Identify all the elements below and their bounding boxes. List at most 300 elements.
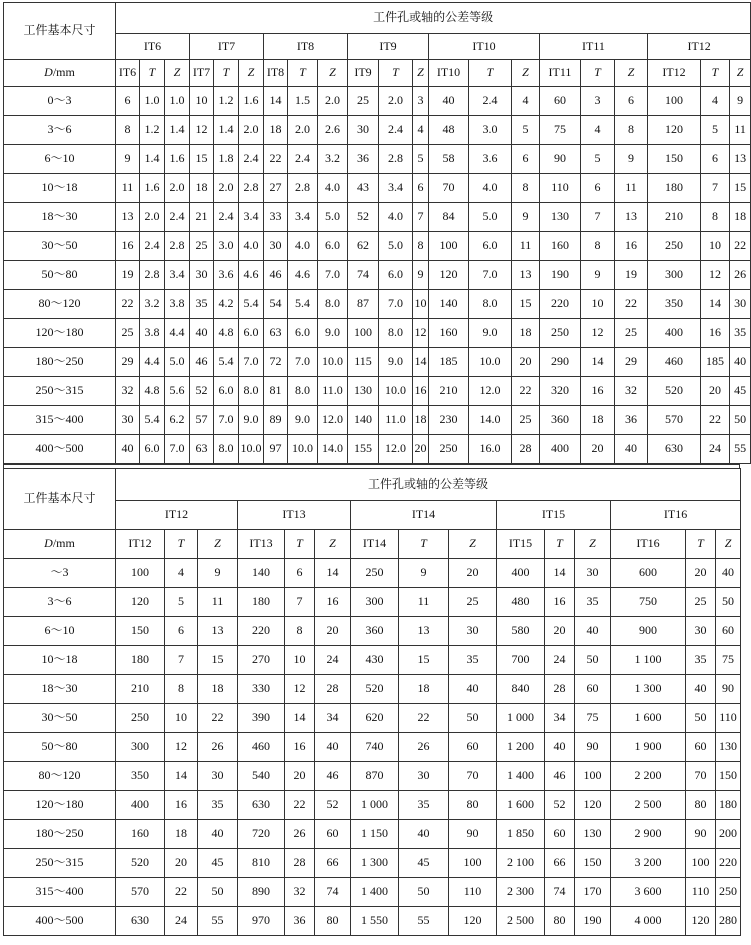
value-cell: 60: [545, 820, 575, 849]
value-cell: 3.4: [239, 203, 264, 232]
value-cell: 190: [575, 907, 611, 936]
value-cell: 18: [165, 820, 198, 849]
value-cell: 10: [581, 290, 615, 319]
value-cell: 3.2: [140, 290, 165, 319]
table-row: [4, 675, 741, 704]
value-cell: 3.8: [140, 319, 165, 348]
value-cell: 57: [190, 406, 214, 435]
value-cell: 25: [449, 588, 497, 617]
value-cell: 90: [540, 145, 581, 174]
z-symbol: Z: [329, 65, 336, 80]
table-row: [4, 849, 741, 878]
grade-subheader: IT16: [611, 530, 686, 559]
value-cell: 10.0: [288, 435, 318, 464]
value-cell: 22: [165, 878, 198, 907]
value-cell: 9.0: [239, 406, 264, 435]
value-cell: 52: [348, 203, 379, 232]
value-cell: 230: [429, 406, 469, 435]
z-subheader: [318, 60, 348, 87]
value-cell: 70: [449, 762, 497, 791]
value-cell: 120: [429, 261, 469, 290]
value-cell: 180: [238, 588, 285, 617]
value-cell: 14: [701, 290, 730, 319]
value-cell: 12: [413, 319, 429, 348]
z-symbol: Z: [724, 536, 732, 551]
value-cell: 8.0: [318, 290, 348, 319]
size-header: [4, 60, 116, 87]
value-cell: 13: [399, 617, 449, 646]
value-cell: 2.0: [318, 87, 348, 116]
value-cell: 250: [116, 704, 165, 733]
value-cell: 84: [429, 203, 469, 232]
value-cell: 75: [716, 646, 741, 675]
value-cell: 2.4: [288, 145, 318, 174]
t-symbol: T: [697, 536, 704, 551]
value-cell: 19: [615, 261, 648, 290]
value-cell: 12: [190, 116, 214, 145]
value-cell: 2.0: [288, 116, 318, 145]
table-row: [4, 174, 751, 203]
value-cell: 6.0: [239, 319, 264, 348]
value-cell: 30: [190, 261, 214, 290]
size-range-cell: 315～400: [4, 406, 116, 435]
value-cell: 5.4: [140, 406, 165, 435]
value-cell: 8.0: [214, 435, 239, 464]
value-cell: 7: [701, 174, 730, 203]
value-cell: 11: [730, 116, 751, 145]
value-cell: 4.0: [288, 232, 318, 261]
z-subheader: [730, 60, 751, 87]
value-cell: 10: [165, 704, 198, 733]
value-cell: 80: [686, 791, 716, 820]
value-cell: 2.8: [239, 174, 264, 203]
value-cell: 16: [116, 232, 140, 261]
value-cell: 10.0: [318, 348, 348, 377]
value-cell: 14.0: [318, 435, 348, 464]
value-cell: 2.4: [214, 203, 239, 232]
value-cell: 110: [449, 878, 497, 907]
value-cell: 54: [264, 290, 288, 319]
value-cell: 15: [730, 174, 751, 203]
value-cell: 20: [512, 348, 540, 377]
value-cell: 74: [348, 261, 379, 290]
table-row: [4, 406, 751, 435]
value-cell: 60: [315, 820, 351, 849]
value-cell: 46: [264, 261, 288, 290]
value-cell: 7: [413, 203, 429, 232]
value-cell: 130: [348, 377, 379, 406]
value-cell: 16: [165, 791, 198, 820]
value-cell: 40: [198, 820, 238, 849]
value-cell: 1.6: [140, 174, 165, 203]
value-cell: 6.0: [318, 232, 348, 261]
value-cell: 11.0: [318, 377, 348, 406]
value-cell: 26: [198, 733, 238, 762]
z-symbol: Z: [329, 536, 336, 551]
value-cell: 40: [399, 820, 449, 849]
value-cell: 20: [449, 559, 497, 588]
value-cell: 13: [198, 617, 238, 646]
t-symbol: T: [392, 65, 399, 80]
grade-subheader: IT9: [348, 60, 379, 87]
size-range-cell: 400～500: [4, 435, 116, 464]
value-cell: 350: [648, 290, 701, 319]
value-cell: 6.0: [379, 261, 413, 290]
value-cell: 185: [701, 348, 730, 377]
value-cell: 1.4: [165, 116, 190, 145]
value-cell: 35: [198, 791, 238, 820]
table-row: [4, 319, 751, 348]
value-cell: 6: [413, 174, 429, 203]
value-cell: 4: [413, 116, 429, 145]
tolerance-tables: [3, 2, 747, 936]
value-cell: 40: [190, 319, 214, 348]
value-cell: 2.8: [140, 261, 165, 290]
value-cell: 18: [413, 406, 429, 435]
value-cell: 2.0: [214, 174, 239, 203]
grade-subheader: IT13: [238, 530, 285, 559]
value-cell: 10: [413, 290, 429, 319]
value-cell: 870: [351, 762, 399, 791]
value-cell: 60: [540, 87, 581, 116]
value-cell: 32: [615, 377, 648, 406]
value-cell: 2 500: [497, 907, 545, 936]
t-symbol: T: [177, 536, 185, 551]
value-cell: 8: [581, 232, 615, 261]
value-cell: 34: [315, 704, 351, 733]
size-range-cell: 400～500: [4, 907, 116, 936]
value-cell: 5.0: [469, 203, 512, 232]
value-cell: 18: [399, 675, 449, 704]
value-cell: 5.6: [165, 377, 190, 406]
t-symbol: T: [594, 65, 601, 80]
value-cell: 14: [413, 348, 429, 377]
value-cell: 220: [540, 290, 581, 319]
value-cell: 360: [351, 617, 399, 646]
value-cell: 74: [545, 878, 575, 907]
value-cell: 5.4: [288, 290, 318, 319]
table-row: [4, 704, 741, 733]
value-cell: 12.0: [469, 377, 512, 406]
value-cell: 35: [190, 290, 214, 319]
size-range-cell: 50～80: [4, 733, 116, 762]
value-cell: 720: [238, 820, 285, 849]
value-cell: 540: [238, 762, 285, 791]
value-cell: 16: [581, 377, 615, 406]
grade-header: IT11: [540, 34, 648, 60]
value-cell: 3.2: [318, 145, 348, 174]
value-cell: 4: [165, 559, 198, 588]
value-cell: 22: [198, 704, 238, 733]
value-cell: 40: [615, 435, 648, 464]
value-cell: 210: [116, 675, 165, 704]
t-symbol: T: [222, 65, 230, 80]
value-cell: 4.6: [288, 261, 318, 290]
value-cell: 220: [716, 849, 741, 878]
value-cell: 20: [413, 435, 429, 464]
value-cell: 250: [429, 435, 469, 464]
value-cell: 9: [512, 203, 540, 232]
value-cell: 30: [730, 290, 751, 319]
value-cell: 1 200: [497, 733, 545, 762]
grade-header: IT14: [351, 501, 497, 530]
value-cell: 9.0: [379, 348, 413, 377]
z-subheader: [449, 530, 497, 559]
value-cell: 3.6: [469, 145, 512, 174]
z-subheader: [315, 530, 351, 559]
value-cell: 8.0: [379, 319, 413, 348]
value-cell: 16: [615, 232, 648, 261]
size-range-cell: 180～250: [4, 820, 116, 849]
value-cell: 7: [285, 588, 315, 617]
size-range-cell: 10～18: [4, 174, 116, 203]
z-symbol: Z: [736, 65, 744, 80]
grade-group-header: 工件孔或轴的公差等级: [116, 469, 741, 501]
grade-subheader: IT7: [190, 60, 214, 87]
value-cell: 20: [315, 617, 351, 646]
grade-header: IT10: [429, 34, 540, 60]
value-cell: 360: [540, 406, 581, 435]
value-cell: 5.0: [318, 203, 348, 232]
value-cell: 40: [686, 675, 716, 704]
value-cell: 4.0: [318, 174, 348, 203]
grade-subheader: IT12: [116, 530, 165, 559]
value-cell: 4: [512, 87, 540, 116]
value-cell: 630: [648, 435, 701, 464]
value-cell: 33: [264, 203, 288, 232]
size-range-cell: 18～30: [4, 203, 116, 232]
grade-header: IT6: [116, 34, 190, 60]
value-cell: 1 850: [497, 820, 545, 849]
value-cell: 32: [116, 377, 140, 406]
value-cell: 66: [545, 849, 575, 878]
value-cell: 6: [701, 145, 730, 174]
value-cell: 1.4: [140, 145, 165, 174]
value-cell: 150: [575, 849, 611, 878]
grade-subheader: IT8: [264, 60, 288, 87]
value-cell: 20: [545, 617, 575, 646]
grade-header: IT13: [238, 501, 351, 530]
value-cell: 90: [449, 820, 497, 849]
value-cell: 24: [315, 646, 351, 675]
size-header: [4, 530, 116, 559]
value-cell: 100: [575, 762, 611, 791]
size-range-cell: ～3: [4, 559, 116, 588]
value-cell: 180: [116, 646, 165, 675]
table-row: [4, 878, 741, 907]
value-cell: 16: [315, 588, 351, 617]
value-cell: 14.0: [469, 406, 512, 435]
z-symbol: Z: [214, 536, 221, 551]
value-cell: 7.0: [165, 435, 190, 464]
value-cell: 25: [512, 406, 540, 435]
value-cell: 22: [399, 704, 449, 733]
value-cell: 8.0: [288, 377, 318, 406]
value-cell: 5: [165, 588, 198, 617]
value-cell: 12.0: [379, 435, 413, 464]
value-cell: 30: [399, 762, 449, 791]
value-cell: 22: [512, 377, 540, 406]
corner-header: 工件基本尺寸: [4, 469, 116, 530]
t-subheader: [701, 60, 730, 87]
value-cell: 2.4: [469, 87, 512, 116]
value-cell: 14: [545, 559, 575, 588]
value-cell: 13: [615, 203, 648, 232]
value-cell: 72: [264, 348, 288, 377]
value-cell: 5: [512, 116, 540, 145]
value-cell: 1 600: [497, 791, 545, 820]
value-cell: 36: [348, 145, 379, 174]
value-cell: 22: [615, 290, 648, 319]
value-cell: 11: [512, 232, 540, 261]
value-cell: 480: [497, 588, 545, 617]
value-cell: 55: [730, 435, 751, 464]
value-cell: 4: [701, 87, 730, 116]
value-cell: 6: [165, 617, 198, 646]
value-cell: 50: [449, 704, 497, 733]
table-row: [4, 733, 741, 762]
value-cell: 2.0: [165, 174, 190, 203]
value-cell: 120: [575, 791, 611, 820]
table-row: [4, 203, 751, 232]
value-cell: 11: [116, 174, 140, 203]
value-cell: 52: [315, 791, 351, 820]
t-subheader: [140, 60, 165, 87]
value-cell: 1.4: [214, 116, 239, 145]
value-cell: 18: [730, 203, 751, 232]
value-cell: 4.4: [140, 348, 165, 377]
value-cell: 810: [238, 849, 285, 878]
value-cell: 6.2: [165, 406, 190, 435]
value-cell: 46: [545, 762, 575, 791]
value-cell: 250: [716, 878, 741, 907]
value-cell: 30: [264, 232, 288, 261]
value-cell: 35: [449, 646, 497, 675]
value-cell: 700: [497, 646, 545, 675]
value-cell: 19: [116, 261, 140, 290]
value-cell: 3 200: [611, 849, 686, 878]
value-cell: 8: [512, 174, 540, 203]
value-cell: 155: [348, 435, 379, 464]
value-cell: 36: [285, 907, 315, 936]
value-cell: 28: [512, 435, 540, 464]
z-symbol: Z: [589, 536, 596, 551]
value-cell: 52: [545, 791, 575, 820]
size-range-cell: 80～120: [4, 762, 116, 791]
value-cell: 750: [611, 588, 686, 617]
size-range-cell: 30～50: [4, 232, 116, 261]
size-range-cell: 180～250: [4, 348, 116, 377]
value-cell: 50: [399, 878, 449, 907]
value-cell: 2 100: [497, 849, 545, 878]
value-cell: 8: [413, 232, 429, 261]
value-cell: 14: [264, 87, 288, 116]
value-cell: 81: [264, 377, 288, 406]
size-range-cell: 250～315: [4, 377, 116, 406]
value-cell: 75: [540, 116, 581, 145]
value-cell: 100: [348, 319, 379, 348]
value-cell: 6: [116, 87, 140, 116]
value-cell: 9: [198, 559, 238, 588]
value-cell: 66: [315, 849, 351, 878]
grade-subheader: IT6: [116, 60, 140, 87]
size-unit: /mm: [52, 536, 75, 551]
value-cell: 25: [116, 319, 140, 348]
t-symbol: T: [296, 536, 303, 551]
value-cell: 26: [730, 261, 751, 290]
size-range-cell: 250～315: [4, 849, 116, 878]
value-cell: 2 900: [611, 820, 686, 849]
value-cell: 24: [165, 907, 198, 936]
value-cell: 15: [512, 290, 540, 319]
value-cell: 1 000: [351, 791, 399, 820]
t-subheader: [686, 530, 716, 559]
value-cell: 630: [238, 791, 285, 820]
value-cell: 120: [116, 588, 165, 617]
value-cell: 25: [348, 87, 379, 116]
value-cell: 7.0: [318, 261, 348, 290]
value-cell: 6: [581, 174, 615, 203]
value-cell: 20: [285, 762, 315, 791]
value-cell: 130: [575, 820, 611, 849]
value-cell: 10.0: [469, 348, 512, 377]
value-cell: 1 300: [611, 675, 686, 704]
value-cell: 10.0: [239, 435, 264, 464]
value-cell: 14: [315, 559, 351, 588]
value-cell: 2.0: [379, 87, 413, 116]
value-cell: 3.4: [165, 261, 190, 290]
value-cell: 90: [716, 675, 741, 704]
value-cell: 35: [730, 319, 751, 348]
value-cell: 1.6: [239, 87, 264, 116]
value-cell: 25: [190, 232, 214, 261]
table-row: [4, 348, 751, 377]
value-cell: 3.4: [288, 203, 318, 232]
value-cell: 300: [116, 733, 165, 762]
z-subheader: [413, 60, 429, 87]
value-cell: 120: [449, 907, 497, 936]
size-range-cell: 315～400: [4, 878, 116, 907]
value-cell: 90: [686, 820, 716, 849]
value-cell: 97: [264, 435, 288, 464]
value-cell: 9.0: [288, 406, 318, 435]
corner-header: 工件基本尺寸: [4, 3, 116, 60]
tolerance-table-it6-it12: [3, 2, 751, 464]
value-cell: 100: [686, 849, 716, 878]
value-cell: 2.8: [379, 145, 413, 174]
table-row: [4, 791, 741, 820]
value-cell: 32: [285, 878, 315, 907]
table-row: [4, 588, 741, 617]
value-cell: 12: [701, 261, 730, 290]
value-cell: 6: [615, 87, 648, 116]
value-cell: 150: [648, 145, 701, 174]
value-cell: 4.0: [469, 174, 512, 203]
value-cell: 12: [581, 319, 615, 348]
table-row: [4, 232, 751, 261]
value-cell: 3.0: [214, 232, 239, 261]
grade-header: IT7: [190, 34, 264, 60]
table-row: [4, 116, 751, 145]
value-cell: 30: [686, 617, 716, 646]
value-cell: 3 600: [611, 878, 686, 907]
value-cell: 70: [686, 762, 716, 791]
value-cell: 1 150: [351, 820, 399, 849]
value-cell: 52: [190, 377, 214, 406]
value-cell: 30: [116, 406, 140, 435]
value-cell: 22: [285, 791, 315, 820]
value-cell: 1.0: [165, 87, 190, 116]
